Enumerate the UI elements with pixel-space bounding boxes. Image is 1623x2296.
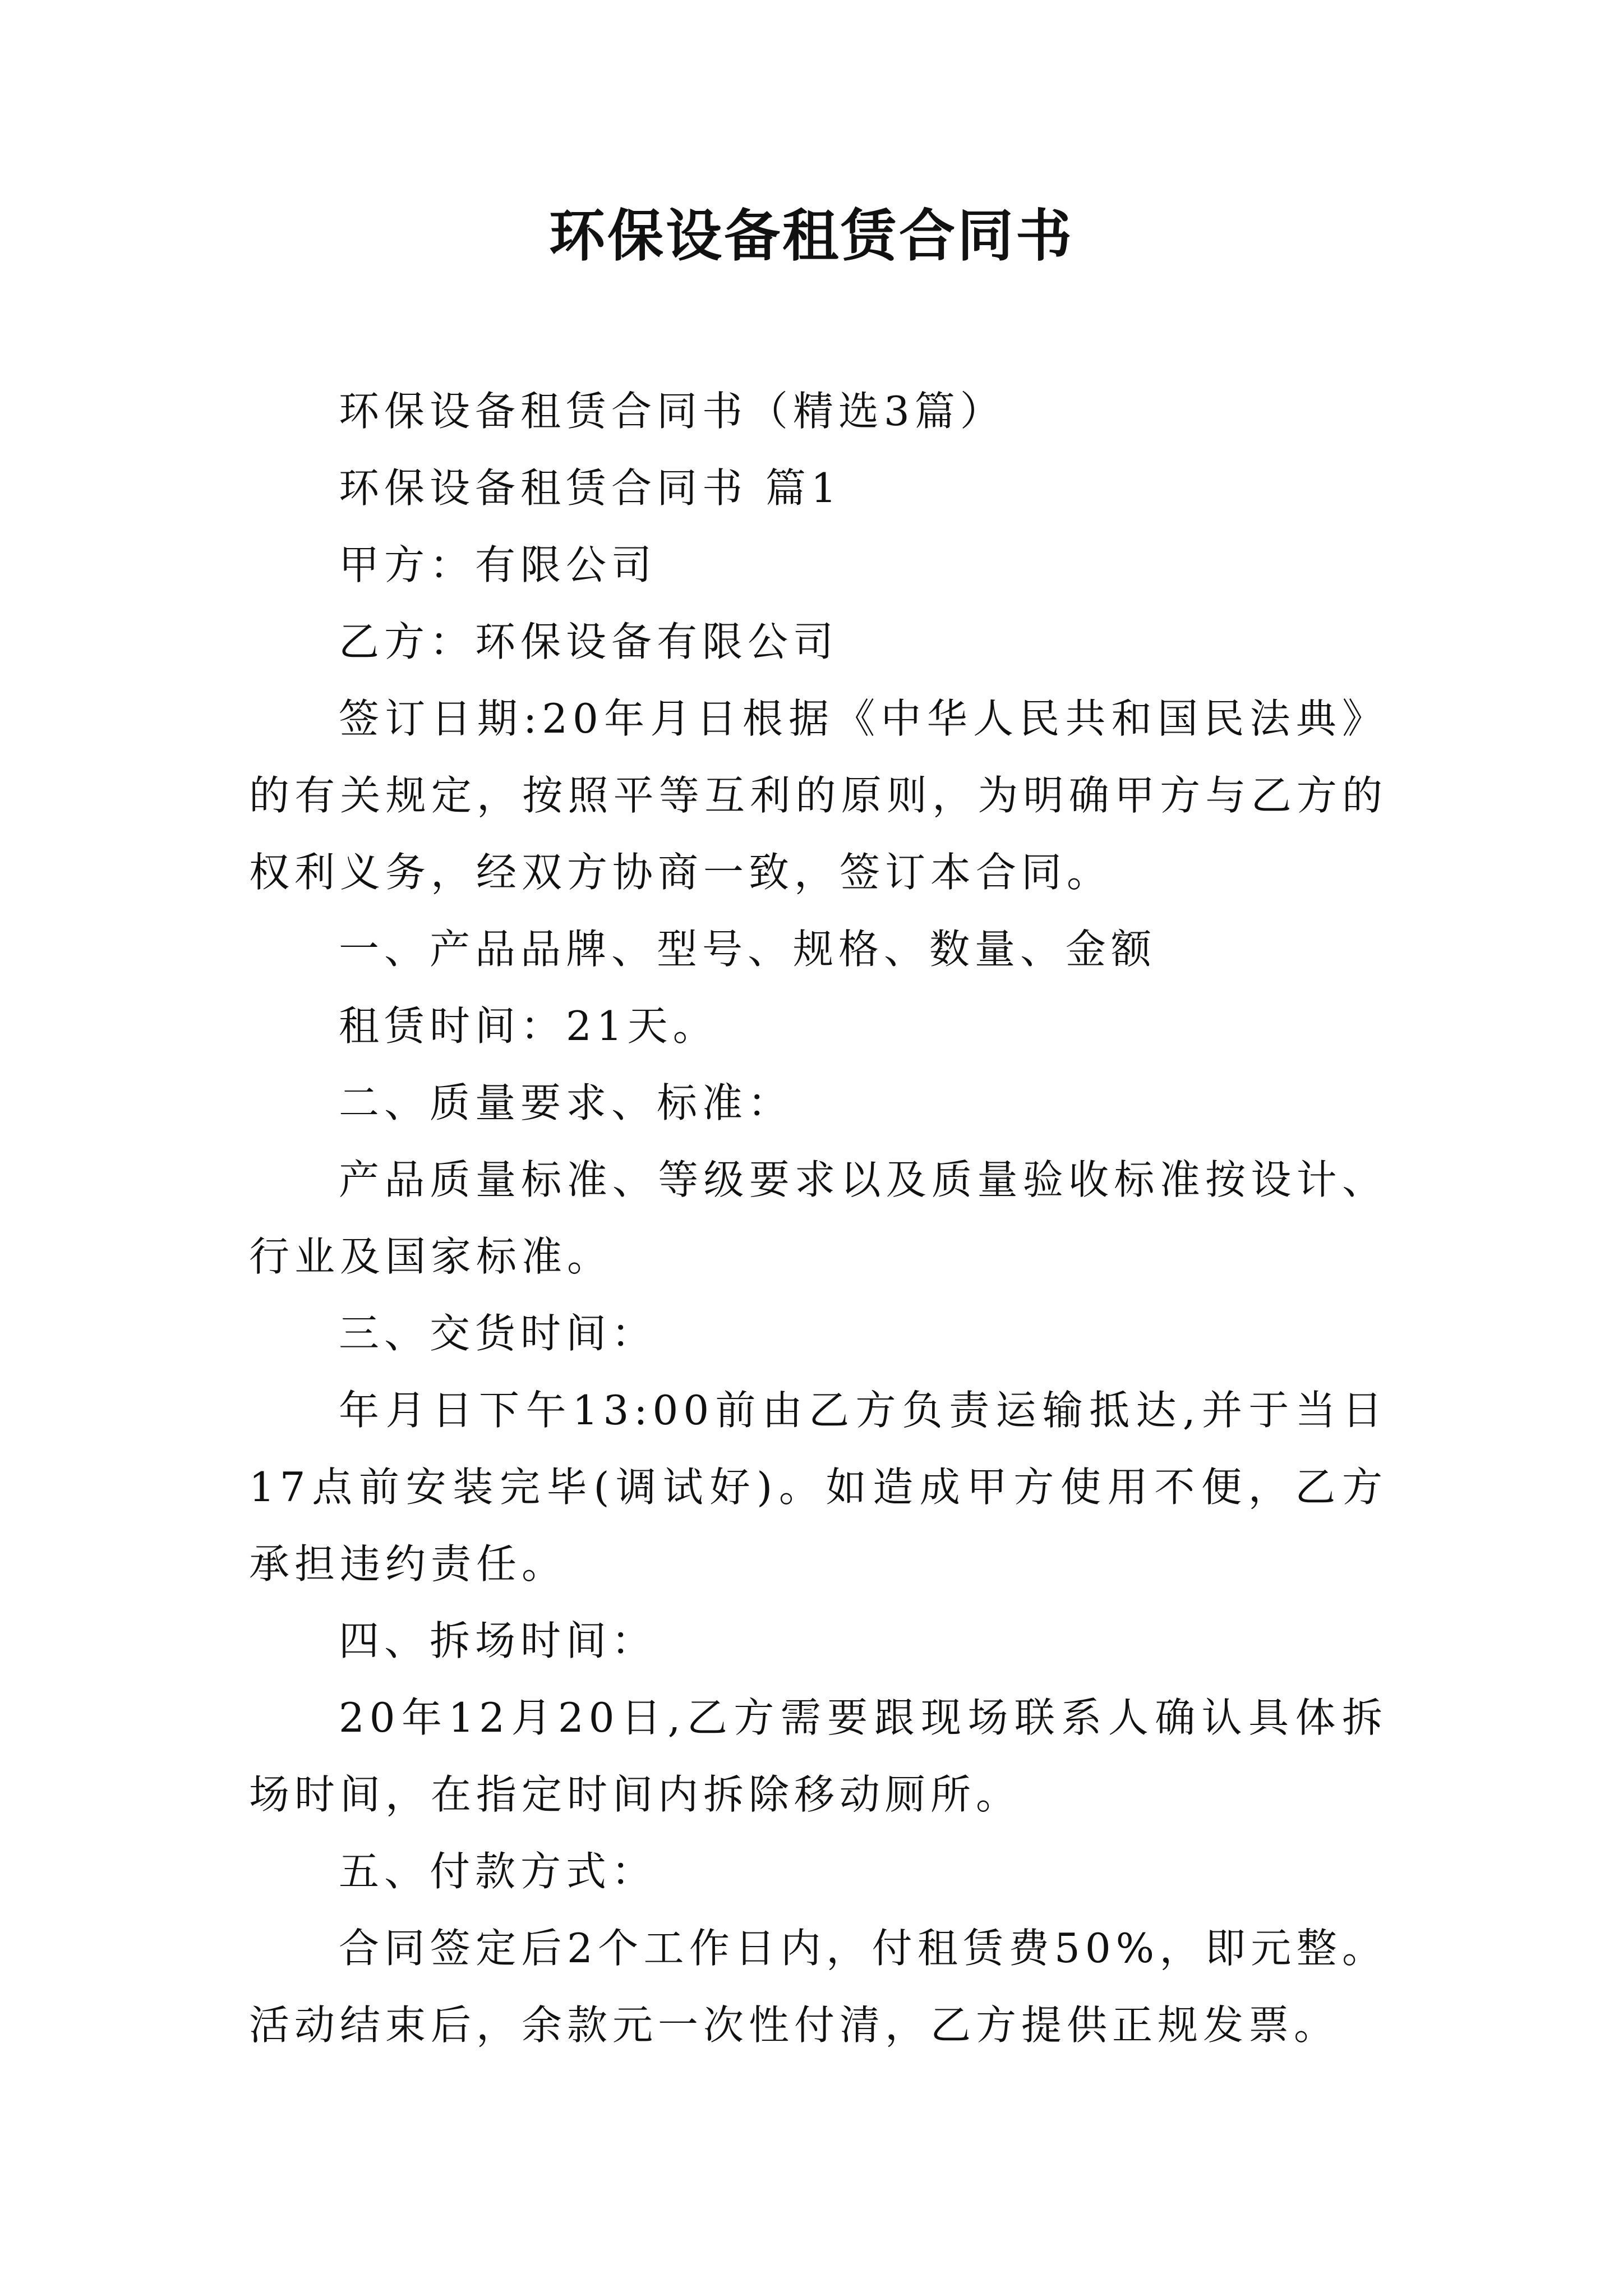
paragraph-quality-standard: 产品质量标准、等级要求以及质量验收标准按设计、行业及国家标准。 [249, 1156, 1387, 1280]
paragraph-party-b: 乙方：环保设备有限公司 [339, 618, 839, 665]
document-body [249, 373, 1387, 2064]
section-heading-products: 一、产品品牌、型号、规格、数量、金额 [339, 926, 1157, 973]
section-heading-quality: 二、质量要求、标准： [339, 1079, 794, 1126]
paragraph-delivery-terms: 年月日下午13:00前由乙方负责运输抵达,并于当日17点前安装完毕(调试好)。如造成甲方使用不便，乙方承担违约责任。 [249, 1387, 1387, 1588]
document-title: 环保设备租赁合同书 [549, 203, 1074, 269]
section-heading-payment: 五、付款方式： [339, 1848, 657, 1895]
paragraph-payment-terms: 合同签定后2个工作日内，付租赁费50%，即元整。活动结束后，余款元一次性付清，乙方提供正规发票。 [249, 1925, 1387, 2049]
paragraph-collection-heading: 环保设备租赁合同书（精选3篇） [339, 388, 1006, 435]
section-heading-removal: 四、拆场时间： [339, 1617, 657, 1664]
paragraph-part-heading: 环保设备租赁合同书 篇1 [339, 464, 842, 512]
paragraph-signing-date: 签订日期:20年月日根据《中华人民共和国民法典》的有关规定，按照平等互利的原则，为明确甲方与乙方的权利义务，经双方协商一致，签订本合同。 [249, 695, 1387, 896]
paragraph-party-a: 甲方：有限公司 [339, 541, 657, 588]
section-heading-delivery: 三、交货时间： [339, 1310, 657, 1357]
paragraph-removal-terms: 20年12月20日,乙方需要跟现场联系人确认具体拆场时间，在指定时间内拆除移动厕所。 [249, 1694, 1387, 1818]
paragraph-lease-period: 租赁时间：21天。 [339, 1002, 718, 1050]
